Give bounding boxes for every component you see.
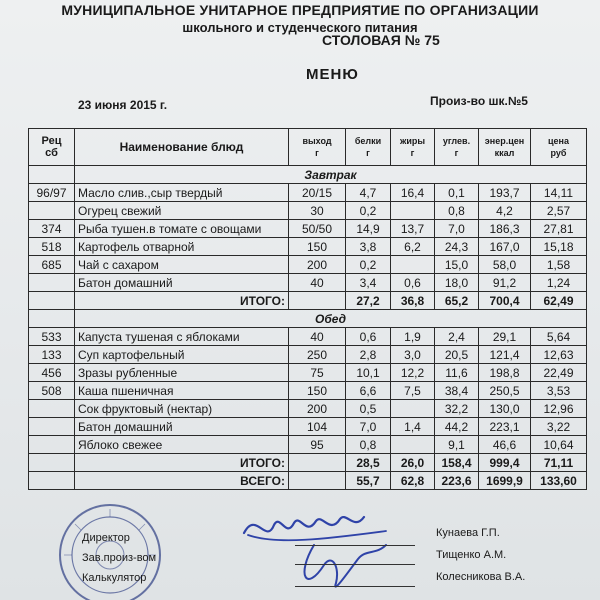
total-protein: 55,7 (346, 472, 391, 490)
cell-price: 27,81 (531, 220, 587, 238)
total-fat: 26,0 (391, 454, 435, 472)
total-fat: 62,8 (391, 472, 435, 490)
menu-date: 23 июня 2015 г. (78, 98, 168, 112)
cell-name: Зразы рубленные (75, 364, 289, 382)
cell-fat: 0,6 (391, 274, 435, 292)
total-energy: 700,4 (479, 292, 531, 310)
organization-title: МУНИЦИПАЛЬНОЕ УНИТАРНОЕ ПРЕДПРИЯТИЕ ПО ОРГАНИЗАЦИИ (61, 2, 539, 18)
column-header-code: Рец сб (29, 129, 75, 166)
table-row (29, 346, 587, 364)
table-row (29, 184, 587, 202)
cell-code: 456 (29, 364, 75, 382)
total-fat: 36,8 (391, 292, 435, 310)
table-row (29, 238, 587, 256)
menu-table (28, 128, 587, 490)
table-row (29, 220, 587, 238)
seal-stamp-icon (55, 500, 165, 600)
cell-carbs: 18,0 (435, 274, 479, 292)
cell-name: Рыба тушен.в томате с овощами (75, 220, 289, 238)
cell-code (29, 436, 75, 454)
cell-price: 10,64 (531, 436, 587, 454)
cell-yield: 75 (289, 364, 346, 382)
cell-code: 133 (29, 346, 75, 364)
cell-protein: 6,6 (346, 382, 391, 400)
cell-energy: 58,0 (479, 256, 531, 274)
cell-name: Сок фруктовый (нектар) (75, 400, 289, 418)
cell-protein: 0,2 (346, 256, 391, 274)
cell-price: 15,18 (531, 238, 587, 256)
lunch-section-title: Обед (75, 310, 587, 328)
table-row (29, 436, 587, 454)
cell-energy: 186,3 (479, 220, 531, 238)
table-row (29, 256, 587, 274)
total-energy: 999,4 (479, 454, 531, 472)
cell-carbs: 2,4 (435, 328, 479, 346)
cell-fat: 12,2 (391, 364, 435, 382)
cell-protein: 2,8 (346, 346, 391, 364)
table-row (29, 274, 587, 292)
cell-name: Огурец свежий (75, 202, 289, 220)
cell-carbs: 0,8 (435, 202, 479, 220)
total-carbs: 65,2 (435, 292, 479, 310)
cell-yield: 150 (289, 238, 346, 256)
total-protein: 28,5 (346, 454, 391, 472)
cell-yield: 40 (289, 328, 346, 346)
cell-energy: 193,7 (479, 184, 531, 202)
table-row (29, 382, 587, 400)
cell-energy: 46,6 (479, 436, 531, 454)
cell-name: Батон домашний (75, 274, 289, 292)
cell-code: 374 (29, 220, 75, 238)
cell-protein: 0,2 (346, 202, 391, 220)
cell-yield: 200 (289, 400, 346, 418)
column-header-price: цена руб (531, 129, 587, 166)
manager-signature-line (295, 564, 415, 565)
cell-yield: 30 (289, 202, 346, 220)
grand-total-row (29, 472, 587, 490)
cell-carbs: 44,2 (435, 418, 479, 436)
column-header-carbs: углев. г (435, 129, 479, 166)
cell-code: 685 (29, 256, 75, 274)
cell-name: Батон домашний (75, 418, 289, 436)
cell-protein: 7,0 (346, 418, 391, 436)
table-row (29, 202, 587, 220)
cell-yield: 150 (289, 382, 346, 400)
column-header-fat: жиры г (391, 129, 435, 166)
breakfast-total-row (29, 292, 587, 310)
cell-carbs: 7,0 (435, 220, 479, 238)
cell-carbs: 0,1 (435, 184, 479, 202)
breakfast-section-title: Завтрак (75, 166, 587, 184)
cell-carbs: 15,0 (435, 256, 479, 274)
cell-price: 12,96 (531, 400, 587, 418)
cell-energy: 121,4 (479, 346, 531, 364)
page-title: МЕНЮ (306, 66, 359, 83)
director-title: Директор (82, 532, 130, 544)
cell-fat: 1,4 (391, 418, 435, 436)
cell-code (29, 274, 75, 292)
cell-energy: 29,1 (479, 328, 531, 346)
cell-name: Чай с сахаром (75, 256, 289, 274)
cell-energy: 250,5 (479, 382, 531, 400)
cell-name: Каша пшеничная (75, 382, 289, 400)
cell-price: 5,64 (531, 328, 587, 346)
cell-yield: 20/15 (289, 184, 346, 202)
column-header-name: Наименование блюд (75, 129, 289, 166)
calculator-name: Колесникова В.А. (436, 571, 526, 583)
cell-code: 96/97 (29, 184, 75, 202)
cell-protein: 3,8 (346, 238, 391, 256)
cell-protein: 10,1 (346, 364, 391, 382)
cell-name: Масло слив.,сыр твердый (75, 184, 289, 202)
cell-protein: 3,4 (346, 274, 391, 292)
cell-carbs: 9,1 (435, 436, 479, 454)
cell-carbs: 11,6 (435, 364, 479, 382)
cell-fat: 7,5 (391, 382, 435, 400)
table-row (29, 328, 587, 346)
cell-code (29, 418, 75, 436)
total-carbs: 158,4 (435, 454, 479, 472)
total-label: ВСЕГО: (75, 472, 289, 490)
cell-protein: 0,5 (346, 400, 391, 418)
total-protein: 27,2 (346, 292, 391, 310)
calculator-title: Калькулятор (82, 572, 147, 584)
cell-name: Суп картофельный (75, 346, 289, 364)
cell-price: 12,63 (531, 346, 587, 364)
column-header-energy: энер.цен ккал (479, 129, 531, 166)
cell-code (29, 400, 75, 418)
total-price: 133,60 (531, 472, 587, 490)
cell-name: Капуста тушеная с яблоками (75, 328, 289, 346)
lunch-total-row (29, 454, 587, 472)
production-manager-name: Тищенко А.М. (436, 549, 507, 561)
table-row (29, 400, 587, 418)
cell-yield: 200 (289, 256, 346, 274)
breakfast-section-row (29, 166, 587, 184)
cell-energy: 91,2 (479, 274, 531, 292)
cell-yield: 40 (289, 274, 346, 292)
column-header-protein: белки г (346, 129, 391, 166)
cell-energy: 167,0 (479, 238, 531, 256)
lunch-section-row (29, 310, 587, 328)
cell-price: 1,24 (531, 274, 587, 292)
cell-protein: 0,8 (346, 436, 391, 454)
table-header-row (29, 129, 587, 166)
cell-price: 3,53 (531, 382, 587, 400)
producer-label: Произ-во шк.№5 (430, 94, 528, 108)
director-signature-line (295, 545, 415, 546)
cell-fat: 6,2 (391, 238, 435, 256)
cell-yield: 250 (289, 346, 346, 364)
cell-energy: 4,2 (479, 202, 531, 220)
cell-code: 508 (29, 382, 75, 400)
organization-subtitle: школьного и студенческого питания (182, 20, 418, 35)
total-carbs: 223,6 (435, 472, 479, 490)
cell-carbs: 32,2 (435, 400, 479, 418)
cell-name: Яблоко свежее (75, 436, 289, 454)
cell-carbs: 20,5 (435, 346, 479, 364)
total-price: 62,49 (531, 292, 587, 310)
director-name: Кунаева Г.П. (436, 527, 500, 539)
canteen-name: СТОЛОВАЯ № 75 (322, 32, 440, 48)
cell-yield: 104 (289, 418, 346, 436)
cell-name: Картофель отварной (75, 238, 289, 256)
cell-price: 2,57 (531, 202, 587, 220)
total-energy: 1699,9 (479, 472, 531, 490)
total-label: ИТОГО: (75, 292, 289, 310)
cell-price: 3,22 (531, 418, 587, 436)
calculator-signature-line (295, 586, 415, 587)
cell-carbs: 38,4 (435, 382, 479, 400)
total-price: 71,11 (531, 454, 587, 472)
cell-protein: 0,6 (346, 328, 391, 346)
cell-energy: 223,1 (479, 418, 531, 436)
production-manager-title: Зав.произ-вом (82, 552, 157, 564)
cell-energy: 130,0 (479, 400, 531, 418)
cell-price: 22,49 (531, 364, 587, 382)
cell-fat (391, 400, 435, 418)
cell-energy: 198,8 (479, 364, 531, 382)
cell-code (29, 202, 75, 220)
cell-fat: 13,7 (391, 220, 435, 238)
cell-fat: 16,4 (391, 184, 435, 202)
cell-price: 1,58 (531, 256, 587, 274)
table-row (29, 418, 587, 436)
column-header-yield: выход г (289, 129, 346, 166)
cell-code: 518 (29, 238, 75, 256)
cell-fat (391, 202, 435, 220)
cell-fat: 1,9 (391, 328, 435, 346)
cell-fat: 3,0 (391, 346, 435, 364)
cell-carbs: 24,3 (435, 238, 479, 256)
total-label: ИТОГО: (75, 454, 289, 472)
cell-price: 14,11 (531, 184, 587, 202)
table-row (29, 364, 587, 382)
cell-protein: 14,9 (346, 220, 391, 238)
cell-fat (391, 436, 435, 454)
cell-protein: 4,7 (346, 184, 391, 202)
cell-fat (391, 256, 435, 274)
cell-yield: 95 (289, 436, 346, 454)
cell-code: 533 (29, 328, 75, 346)
cell-yield: 50/50 (289, 220, 346, 238)
